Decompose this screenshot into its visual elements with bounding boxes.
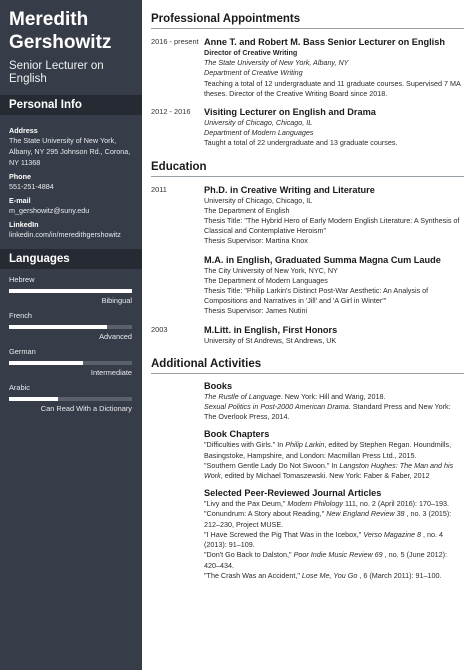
entry-body	[204, 185, 464, 247]
language-bar-fill	[9, 325, 107, 329]
language-name: German	[9, 347, 36, 356]
book-item	[204, 392, 464, 402]
language-bar	[9, 325, 132, 329]
main-content	[151, 0, 464, 581]
entry-date: 2003	[151, 324, 168, 334]
language-item	[0, 305, 142, 341]
article-text: "I Have Screwed the Pig That Was in the Icebox,"	[204, 529, 364, 539]
article-text: "Livy and the Pax Deum,"	[204, 499, 288, 509]
candidate-name: Meredith Gershowitz	[9, 9, 112, 53]
chapter-book: Langston Hughes: The Man and his Work	[204, 460, 454, 481]
book-title: The Rustle of Language	[204, 391, 281, 401]
languages-heading: Languages	[0, 249, 142, 269]
education-entry	[151, 325, 464, 346]
appointments-heading: Professional Appointments	[151, 0, 464, 29]
chapters-block	[151, 429, 464, 481]
language-level: Bibingual	[101, 296, 132, 305]
chapter-item	[204, 440, 464, 460]
article-details: , no. 3 (2015): 212–230, Project MUSE.	[204, 509, 452, 529]
email-value[interactable]: m_gershowitz@suny.edu	[9, 206, 90, 215]
entry-line: The Department of Modern Languages	[204, 275, 328, 285]
language-item	[0, 269, 142, 305]
entry-org: University of Chicago, Chicago, IL	[204, 118, 313, 128]
article-details: , 6 (March 2011): 91–100.	[357, 570, 442, 580]
article-item	[204, 571, 464, 581]
entry-dept: Department of Creative Writing	[204, 68, 303, 78]
entry-desc: Taught a total of 22 undergraduate and 13 graduate courses.	[204, 138, 398, 148]
article-item	[204, 550, 464, 570]
entry-date: 2016 - present	[151, 37, 199, 46]
education-entry	[151, 255, 464, 317]
language-name: French	[9, 311, 33, 320]
language-level: Intermediate	[90, 368, 132, 377]
entry-line: The Department of English	[204, 205, 290, 215]
email-label: E-mail	[9, 196, 31, 205]
language-bar	[9, 397, 132, 401]
article-details: , no. 4 (2013): 91–109.	[204, 529, 443, 550]
language-bar-fill	[9, 397, 58, 401]
book-item	[204, 402, 464, 422]
personal-info	[0, 115, 142, 240]
chapter-text: "Southern Gentle Lady Do Not Swoon." In	[204, 460, 340, 470]
book-details: . New York: Hill and Wang, 2018.	[280, 391, 386, 401]
entry-date: 2012 - 2016	[151, 107, 191, 117]
phone-label: Phone	[9, 172, 31, 181]
language-level: Can Read With a Dictionary	[40, 404, 132, 413]
entry-title: M.Litt. in English, First Honors	[204, 324, 338, 335]
article-text: "Don't Go Back to Dalston,"	[204, 550, 294, 560]
appointment-entry	[151, 107, 464, 149]
article-journal: Modern Philology	[287, 499, 343, 509]
entry-title: Visiting Lecturer on English and Drama	[204, 107, 376, 118]
entry-body	[204, 255, 464, 317]
article-journal: New England Review 38	[326, 509, 405, 519]
chapter-text: "Difficulties with Girls." In	[204, 440, 286, 450]
entry-org: The State University of New York, Albany, NY	[204, 58, 349, 68]
entry-body	[204, 107, 464, 149]
books-block	[151, 381, 464, 423]
address-value: The State University of New York, Albany, NY 295 Johnson Rd., Corona, NY 11368	[9, 136, 131, 167]
entry-body	[204, 325, 464, 346]
articles-title: Selected Peer-Reviewed Journal Articles	[204, 488, 382, 499]
language-item	[0, 377, 142, 413]
chapter-book: Philip Larkin	[285, 440, 325, 450]
entry-line: Thesis Title: "Philip Larkin's Distinct Post-War Aesthetic: An Analysis of Compositions and Narratives in 'Jill' and 'A Girl in Winter'"	[204, 286, 429, 306]
language-level: Advanced	[99, 332, 132, 341]
language-bar-fill	[9, 361, 83, 365]
education-heading: Education	[151, 149, 464, 177]
books-title: Books	[204, 380, 233, 391]
entry-line: The City University of New York, NYC, NY	[204, 265, 338, 275]
languages-list	[0, 269, 142, 413]
entry-title: Anne T. and Robert M. Bass Senior Lecturer on English	[204, 37, 445, 47]
language-item	[0, 341, 142, 377]
linkedin-label: LinkedIn	[9, 220, 39, 229]
entry-date	[151, 255, 204, 317]
entry-dept: Department of Modern Languages	[204, 128, 314, 138]
candidate-subtitle: Senior Lecturer on English	[9, 60, 104, 85]
personal-info-heading: Personal Info	[0, 95, 142, 115]
article-journal: Lose Me, You Go	[301, 570, 358, 580]
language-name: Hebrew	[9, 275, 35, 284]
article-text: "The Crash Was an Accident,"	[204, 570, 302, 580]
article-journal: Poor Indie Music Review 69	[293, 550, 383, 560]
language-bar	[9, 289, 132, 293]
article-item	[204, 499, 464, 509]
entry-line: Thesis Supervisor: Martina Knox	[204, 236, 308, 246]
phone-value[interactable]: 551-251-4884	[9, 182, 54, 191]
language-bar	[9, 361, 132, 365]
article-item	[204, 530, 464, 550]
language-bar-fill	[9, 289, 132, 293]
activities-heading: Additional Activities	[151, 346, 464, 374]
articles-block	[151, 488, 464, 581]
article-item	[204, 509, 464, 529]
language-name: Arabic	[9, 383, 30, 392]
entry-title: Ph.D. in Creative Writing and Literature	[204, 184, 375, 195]
book-details: . Standard Press and New York: The Overlook Press, 2014.	[204, 402, 451, 422]
entry-line: Thesis Title: "The Hybrid Hero of Early Modern English Literature: A Synthesis of Classical and Contemplative Heroism"	[204, 216, 460, 236]
sidebar	[0, 0, 142, 670]
article-details: , no. 5 (June 2012): 420–434.	[204, 550, 448, 570]
appointment-entry	[151, 37, 464, 99]
article-journal: Verso Magazine 8	[363, 529, 421, 539]
chapter-details: , edited by Michael Tomaszewski. New York: Faber & Faber, 2012	[220, 471, 430, 481]
entry-line: University of St Andrews, St Andrews, UK	[204, 335, 337, 345]
entry-line: Thesis Supervisor: James Nutini	[204, 306, 308, 316]
education-entry	[151, 185, 464, 247]
chapters-title: Book Chapters	[204, 429, 270, 440]
article-details: 111, no. 2 (April 2016): 170–193.	[342, 499, 449, 509]
entry-body	[204, 37, 464, 99]
book-title: Sexual Politics in Post-2000 American Drama	[204, 402, 349, 412]
address-label: Address	[9, 126, 38, 135]
entry-role: Director of Creative Writing	[204, 48, 298, 57]
entry-desc: Teaching a total of 12 undergraduate and 11 graduate courses. Supervised 7 MA theses. Director of the Creative Writing Board since 2018.	[204, 78, 461, 98]
entry-date: 2011	[151, 184, 167, 194]
article-text: "Conundrum: A Story about Reading,"	[204, 509, 327, 519]
chapter-item	[204, 461, 464, 481]
entry-line: University of Chicago, Chicago, IL	[204, 195, 313, 205]
linkedin-value[interactable]: linkedin.com/in/meredithgershowitz	[9, 230, 121, 239]
entry-title: M.A. in English, Graduated Summa Magna Cum Laude	[204, 254, 441, 265]
chapter-details: , edited by Stephen Regan. Houndmills, Basingstoke, Hampshire, and London: Macmillan Press Ltd., 2015.	[204, 440, 452, 460]
